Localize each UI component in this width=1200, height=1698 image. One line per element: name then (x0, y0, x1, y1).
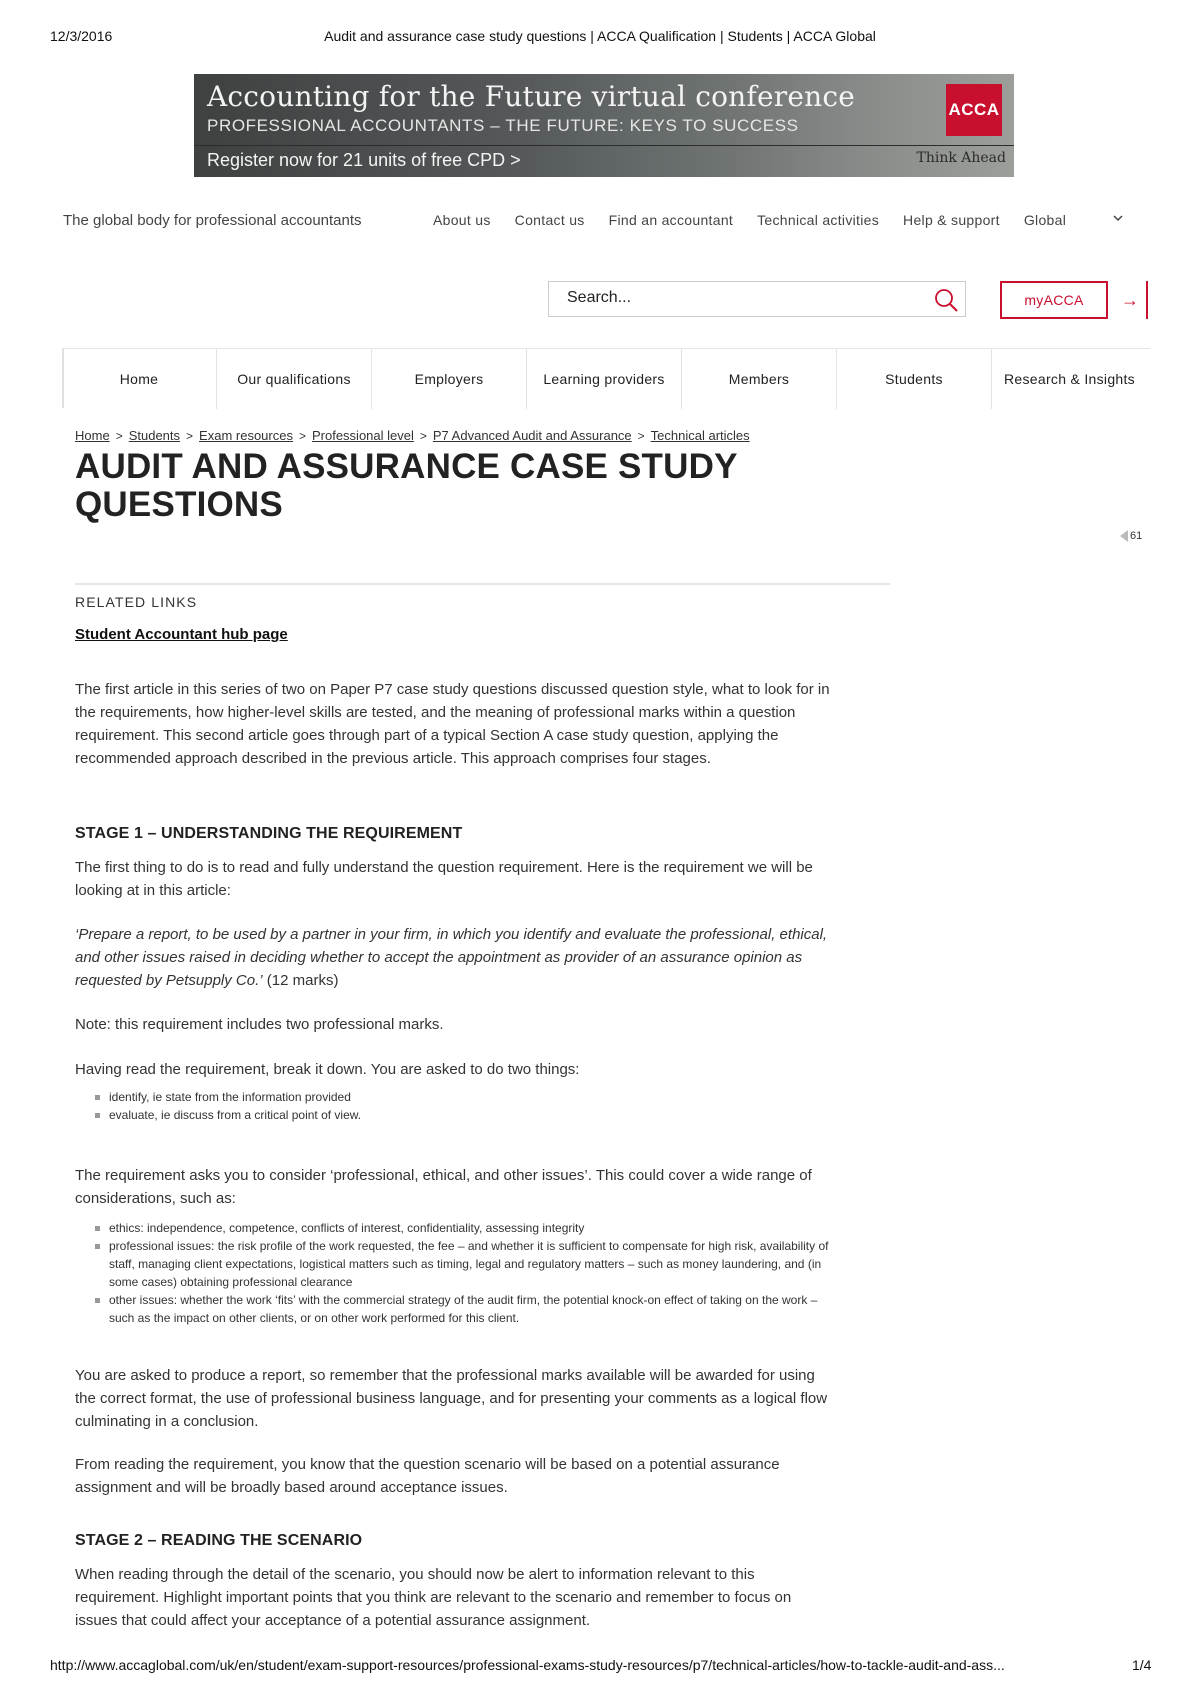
chevron-right-icon: > (637, 428, 645, 443)
stage1-task-list (95, 1088, 835, 1124)
print-page-number: 1/4 (1132, 1657, 1152, 1673)
mainnav-research-insights[interactable]: Research & Insights (1004, 370, 1135, 387)
main-nav (62, 348, 1150, 409)
stage1-breakdown: Having read the requirement, break it down. You are asked to do two things: (75, 1061, 580, 1078)
conference-banner[interactable] (194, 74, 1014, 177)
list-item: identify, ie state from the information provided (95, 1088, 835, 1106)
acca-logo: ACCA (946, 84, 1002, 136)
list-item: other issues: whether the work ‘fits’ with the commercial strategy of the audit firm, the potential knock-on effect of taking on the work – such as the impact on other clients, or on other work performed for this client. (95, 1291, 835, 1327)
banner-subheadline: PROFESSIONAL ACCOUNTANTS – THE FUTURE: KEYS TO SUCCESS (207, 116, 799, 135)
share-count-value: 61 (1130, 530, 1143, 542)
print-title: Audit and assurance case study questions | ACCA Qualification | Students | ACCA Global (324, 28, 876, 44)
share-icon (1120, 530, 1128, 542)
list-item: evaluate, ie discuss from a critical point of view. (95, 1106, 835, 1124)
search-box (548, 281, 966, 317)
breadcrumb-exam-resources[interactable]: Exam resources (199, 428, 293, 443)
banner-headline: Accounting for the Future virtual conference (207, 80, 855, 113)
site-tagline: The global body for professional accountants (63, 212, 362, 229)
related-links-heading: RELATED LINKS (75, 594, 198, 610)
stage1-quote: ‘Prepare a report, to be used by a partner in your firm, in which you identify and evaluate the professional, ethical, and other issues raised in deciding whether to accept the appointment as provider of an assurance opinion as requested by Petsupply Co.’ (75, 926, 828, 989)
stage1-consider: The requirement asks you to consider ‘professional, ethical, and other issues’. This could cover a wide range of considerations, such as: (75, 1167, 812, 1207)
chevron-down-icon[interactable] (1113, 212, 1123, 226)
stage1-quote-marks: (12 marks) (262, 972, 339, 989)
myacca-button[interactable]: myACCA (1000, 281, 1108, 319)
stage1-scenario: From reading the requirement, you know that the question scenario will be based on a potential assurance assignment and will be broadly based around acceptance issues. (75, 1456, 780, 1496)
mainnav-students[interactable]: Students (837, 349, 992, 409)
stage1-heading: STAGE 1 – UNDERSTANDING THE REQUIREMENT (75, 825, 463, 842)
chevron-right-icon: > (419, 428, 427, 443)
banner-divider (194, 145, 1014, 146)
topnav-technical-activities[interactable]: Technical activities (757, 212, 880, 228)
stage2-heading: STAGE 2 – READING THE SCENARIO (75, 1532, 363, 1549)
breadcrumb-home[interactable]: Home (75, 428, 110, 443)
related-link-hub[interactable]: Student Accountant hub page (75, 626, 288, 643)
breadcrumb (75, 428, 750, 443)
search-icon[interactable] (933, 287, 959, 313)
list-item: ethics: independence, competence, conflicts of interest, confidentiality, assessing integrity (95, 1219, 835, 1237)
topnav-contact-us[interactable]: Contact us (514, 212, 585, 228)
list-item: professional issues: the risk profile of the work requested, the fee – and whether it is sufficient to compensate for high risk, availability of staff, managing client expectations, logistical matters such as timing, legal and regulatory matters – such as money laundering, and (in some cases) obtaining professional clearance (95, 1237, 835, 1291)
topnav-help-support[interactable]: Help & support (903, 212, 1000, 228)
breadcrumb-p7[interactable]: P7 Advanced Audit and Assurance (432, 428, 632, 443)
divider (75, 583, 890, 585)
print-url: http://www.accaglobal.com/uk/en/student/exam-support-resources/professional-exams-study-resources/p7/technical-articles/how-to-tackle-audit-and-ass... (50, 1657, 1005, 1673)
chevron-right-icon: > (186, 428, 194, 443)
topnav-global[interactable]: Global (1023, 212, 1067, 228)
chevron-right-icon: > (298, 428, 306, 443)
top-nav (433, 212, 1090, 228)
banner-cta[interactable]: Register now for 21 units of free CPD > (207, 150, 521, 170)
search-input[interactable] (567, 289, 917, 307)
stage1-paragraph: The first thing to do is to read and fully understand the question requirement. Here is the requirement we will be looking at in this article: (75, 859, 813, 899)
mainnav-our-qualifications[interactable]: Our qualifications (217, 349, 372, 409)
mainnav-learning-providers[interactable]: Learning providers (527, 349, 682, 409)
stage1-note: Note: this requirement includes two professional marks. (75, 1016, 444, 1033)
stage2-paragraph: When reading through the detail of the scenario, you should now be alert to information relevant to this requirement. Highlight important points that you think are relevant to the scenario and remember to focus on issues that could affect your acceptance of a potential assurance assignment. (75, 1566, 792, 1629)
acca-tagline: Think Ahead (916, 150, 1006, 166)
breadcrumb-professional-level[interactable]: Professional level (311, 428, 414, 443)
mainnav-employers[interactable]: Employers (372, 349, 527, 409)
login-arrow-icon[interactable]: → (1114, 281, 1148, 319)
chevron-right-icon: > (115, 428, 123, 443)
page-title: AUDIT AND ASSURANCE CASE STUDY QUESTIONS (75, 447, 737, 524)
print-date: 12/3/2016 (50, 28, 113, 44)
topnav-find-accountant[interactable]: Find an accountant (608, 212, 734, 228)
stage1-quote-paragraph (75, 923, 835, 992)
stage1-considerations-list (95, 1219, 835, 1327)
mainnav-members[interactable]: Members (682, 349, 837, 409)
topnav-about-us[interactable]: About us (433, 212, 491, 228)
mainnav-home[interactable]: Home (62, 349, 217, 409)
breadcrumb-students[interactable]: Students (128, 428, 181, 443)
intro-paragraph: The first article in this series of two on Paper P7 case study questions discussed question style, what to look for in the requirements, how higher-level skills are tested, and the meaning of professional marks within a question requirement. This second article goes through part of a typical Section A case study question, applying the recommended approach described in the previous article. This approach comprises four stages. (75, 681, 830, 767)
share-count[interactable] (1120, 530, 1142, 542)
breadcrumb-technical-articles[interactable]: Technical articles (650, 428, 750, 443)
stage1-report: You are asked to produce a report, so remember that the professional marks available will be awarded for using the correct format, the use of professional business language, and for presenting your comments as a logical flow culminating in a conclusion. (75, 1367, 828, 1430)
